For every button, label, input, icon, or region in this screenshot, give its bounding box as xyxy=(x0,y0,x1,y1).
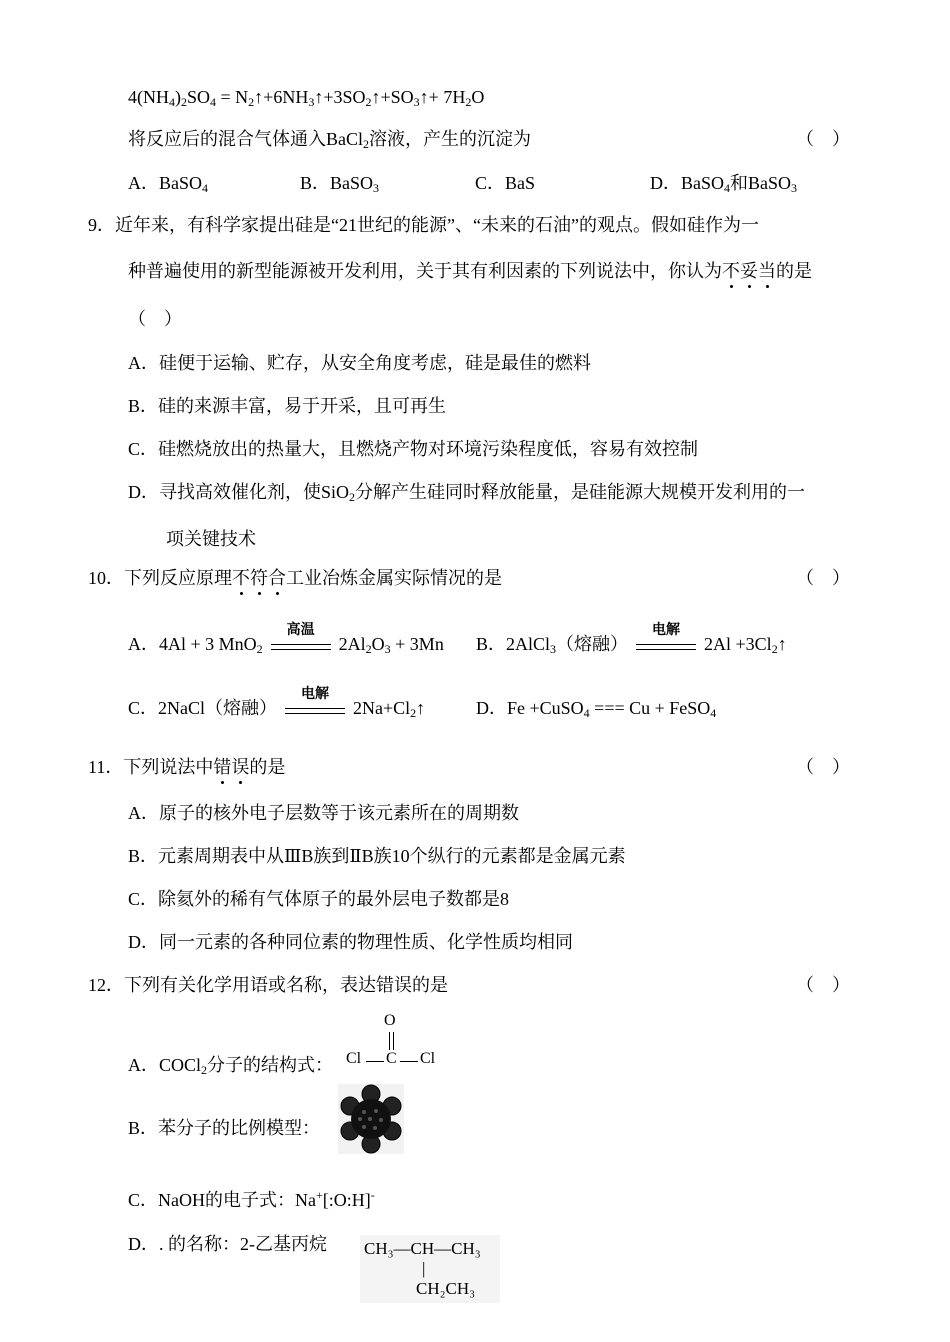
q11-option-a: A．原子的核外电子层数等于该元素所在的周期数 xyxy=(128,803,519,823)
emphasis-char: 错 xyxy=(213,757,232,777)
q11-option-d: D．同一元素的各种同位素的物理性质、化学性质均相同 xyxy=(128,932,573,952)
reaction-condition-arrow: 电解 xyxy=(636,635,696,657)
q10-option-d: D．Fe +CuSO$_4$ === Cu + FeSO$_4$ xyxy=(476,698,717,720)
q12-option-a: A．COCl$_2$分子的结构式： xyxy=(128,1055,334,1077)
q9-option-c: C．硅燃烧放出的热量大，且燃烧产物对环境污染程度低，容易有效控制 xyxy=(128,439,699,459)
q8-option-a: A．BaSO$_4$ xyxy=(128,173,209,195)
q8-option-d: D．BaSO$_4$和BaSO$_3$ xyxy=(650,173,798,195)
q10-option-c: C．2NaCl（熔融） 电解 $2Na+Cl_2↑$ xyxy=(128,685,426,720)
q9-option-b: B．硅的来源丰富，易于开采，且可再生 xyxy=(128,396,447,416)
q9-option-d: D．寻找高效催化剂，使SiO$_2$分解产生硅同时释放能量，是硅能源大规模开发利用的一 xyxy=(128,482,806,504)
q12-option-b: B．苯分子的比例模型： xyxy=(128,1118,321,1138)
q9-option-d-cont: 项关键技术 xyxy=(166,529,256,549)
q9-option-a: A．硅便于运输、贮存，从安全角度考虑，硅是最佳的燃料 xyxy=(128,353,591,373)
emphasis-char: 合 xyxy=(268,568,286,588)
q9-answer-paren: （ ） xyxy=(128,309,182,329)
emphasis-char: 不 xyxy=(232,568,250,588)
q10-option-b: B．2AlCl$_3$（熔融） 电解 $2Al +3Cl_2↑$ xyxy=(476,621,787,656)
reaction-condition-arrow: 电解 xyxy=(285,699,345,721)
q12-stem: 12．下列有关化学用语或名称，表达错误的是 xyxy=(88,975,448,995)
q12-answer-paren: （ ） xyxy=(796,975,850,995)
benzene-model-image xyxy=(338,1084,404,1154)
reaction-condition-arrow: 高温 xyxy=(271,635,331,657)
cocl2-structure: O Cl C Cl xyxy=(346,1012,436,1067)
structural-formula-image: CH₃—CH—CH₃ | CH₂CH₃ xyxy=(360,1235,500,1303)
q9-stem-line1: 9．近年来，有科学家提出硅是“21世纪的能源”、“未来的石油”的观点。假如硅作为一 xyxy=(88,215,759,235)
q11-option-b: B．元素周期表中从ⅢB族到ⅡB族10个纵行的元素都是金属元素 xyxy=(128,846,626,866)
emphasis-char: 误 xyxy=(231,757,250,777)
emphasis-char: 符 xyxy=(250,568,268,588)
q11-option-c: C．除氦外的稀有气体原子的最外层电子数都是8 xyxy=(128,889,510,909)
q10-stem: 10．下列反应原理不符合工业冶炼金属实际情况的是 xyxy=(88,568,502,588)
q10-option-a: A．4Al + 3 MnO$_2$ 高温 $2Al_2O_3 + 3Mn$ xyxy=(128,621,444,656)
q12-option-d: D．. 的名称：2-乙基丙烷 xyxy=(128,1234,327,1254)
q12-option-c: C．NaOH的电子式：Na+[:O:H]- xyxy=(128,1188,375,1210)
q8-option-b: B．BaSO$_3$ xyxy=(300,173,380,195)
q8-equation: $4(NH_4)_2SO_4$ = $N_2↑+6NH_3↑+3SO_2↑+SO_3↑+ 7H_2O$ xyxy=(128,87,485,109)
emphasis-char: 妥 xyxy=(740,261,758,281)
q8-option-c: C．BaS xyxy=(475,173,536,193)
emphasis-char: 当 xyxy=(758,261,776,281)
q10-answer-paren: （ ） xyxy=(796,568,850,588)
q8-answer-paren: （ ） xyxy=(796,129,850,149)
emphasis-char: 不 xyxy=(722,261,740,281)
q11-answer-paren: （ ） xyxy=(796,757,850,777)
q9-stem-line2: 种普遍使用的新型能源被开发利用，关于其有利因素的下列说法中，你认为不妥当的是 xyxy=(128,261,812,281)
q11-stem: 11．下列说法中错误的是 xyxy=(88,757,286,777)
q8-stem: 将反应后的混合气体通入BaCl$_2$溶液，产生的沉淀为 xyxy=(128,129,532,151)
